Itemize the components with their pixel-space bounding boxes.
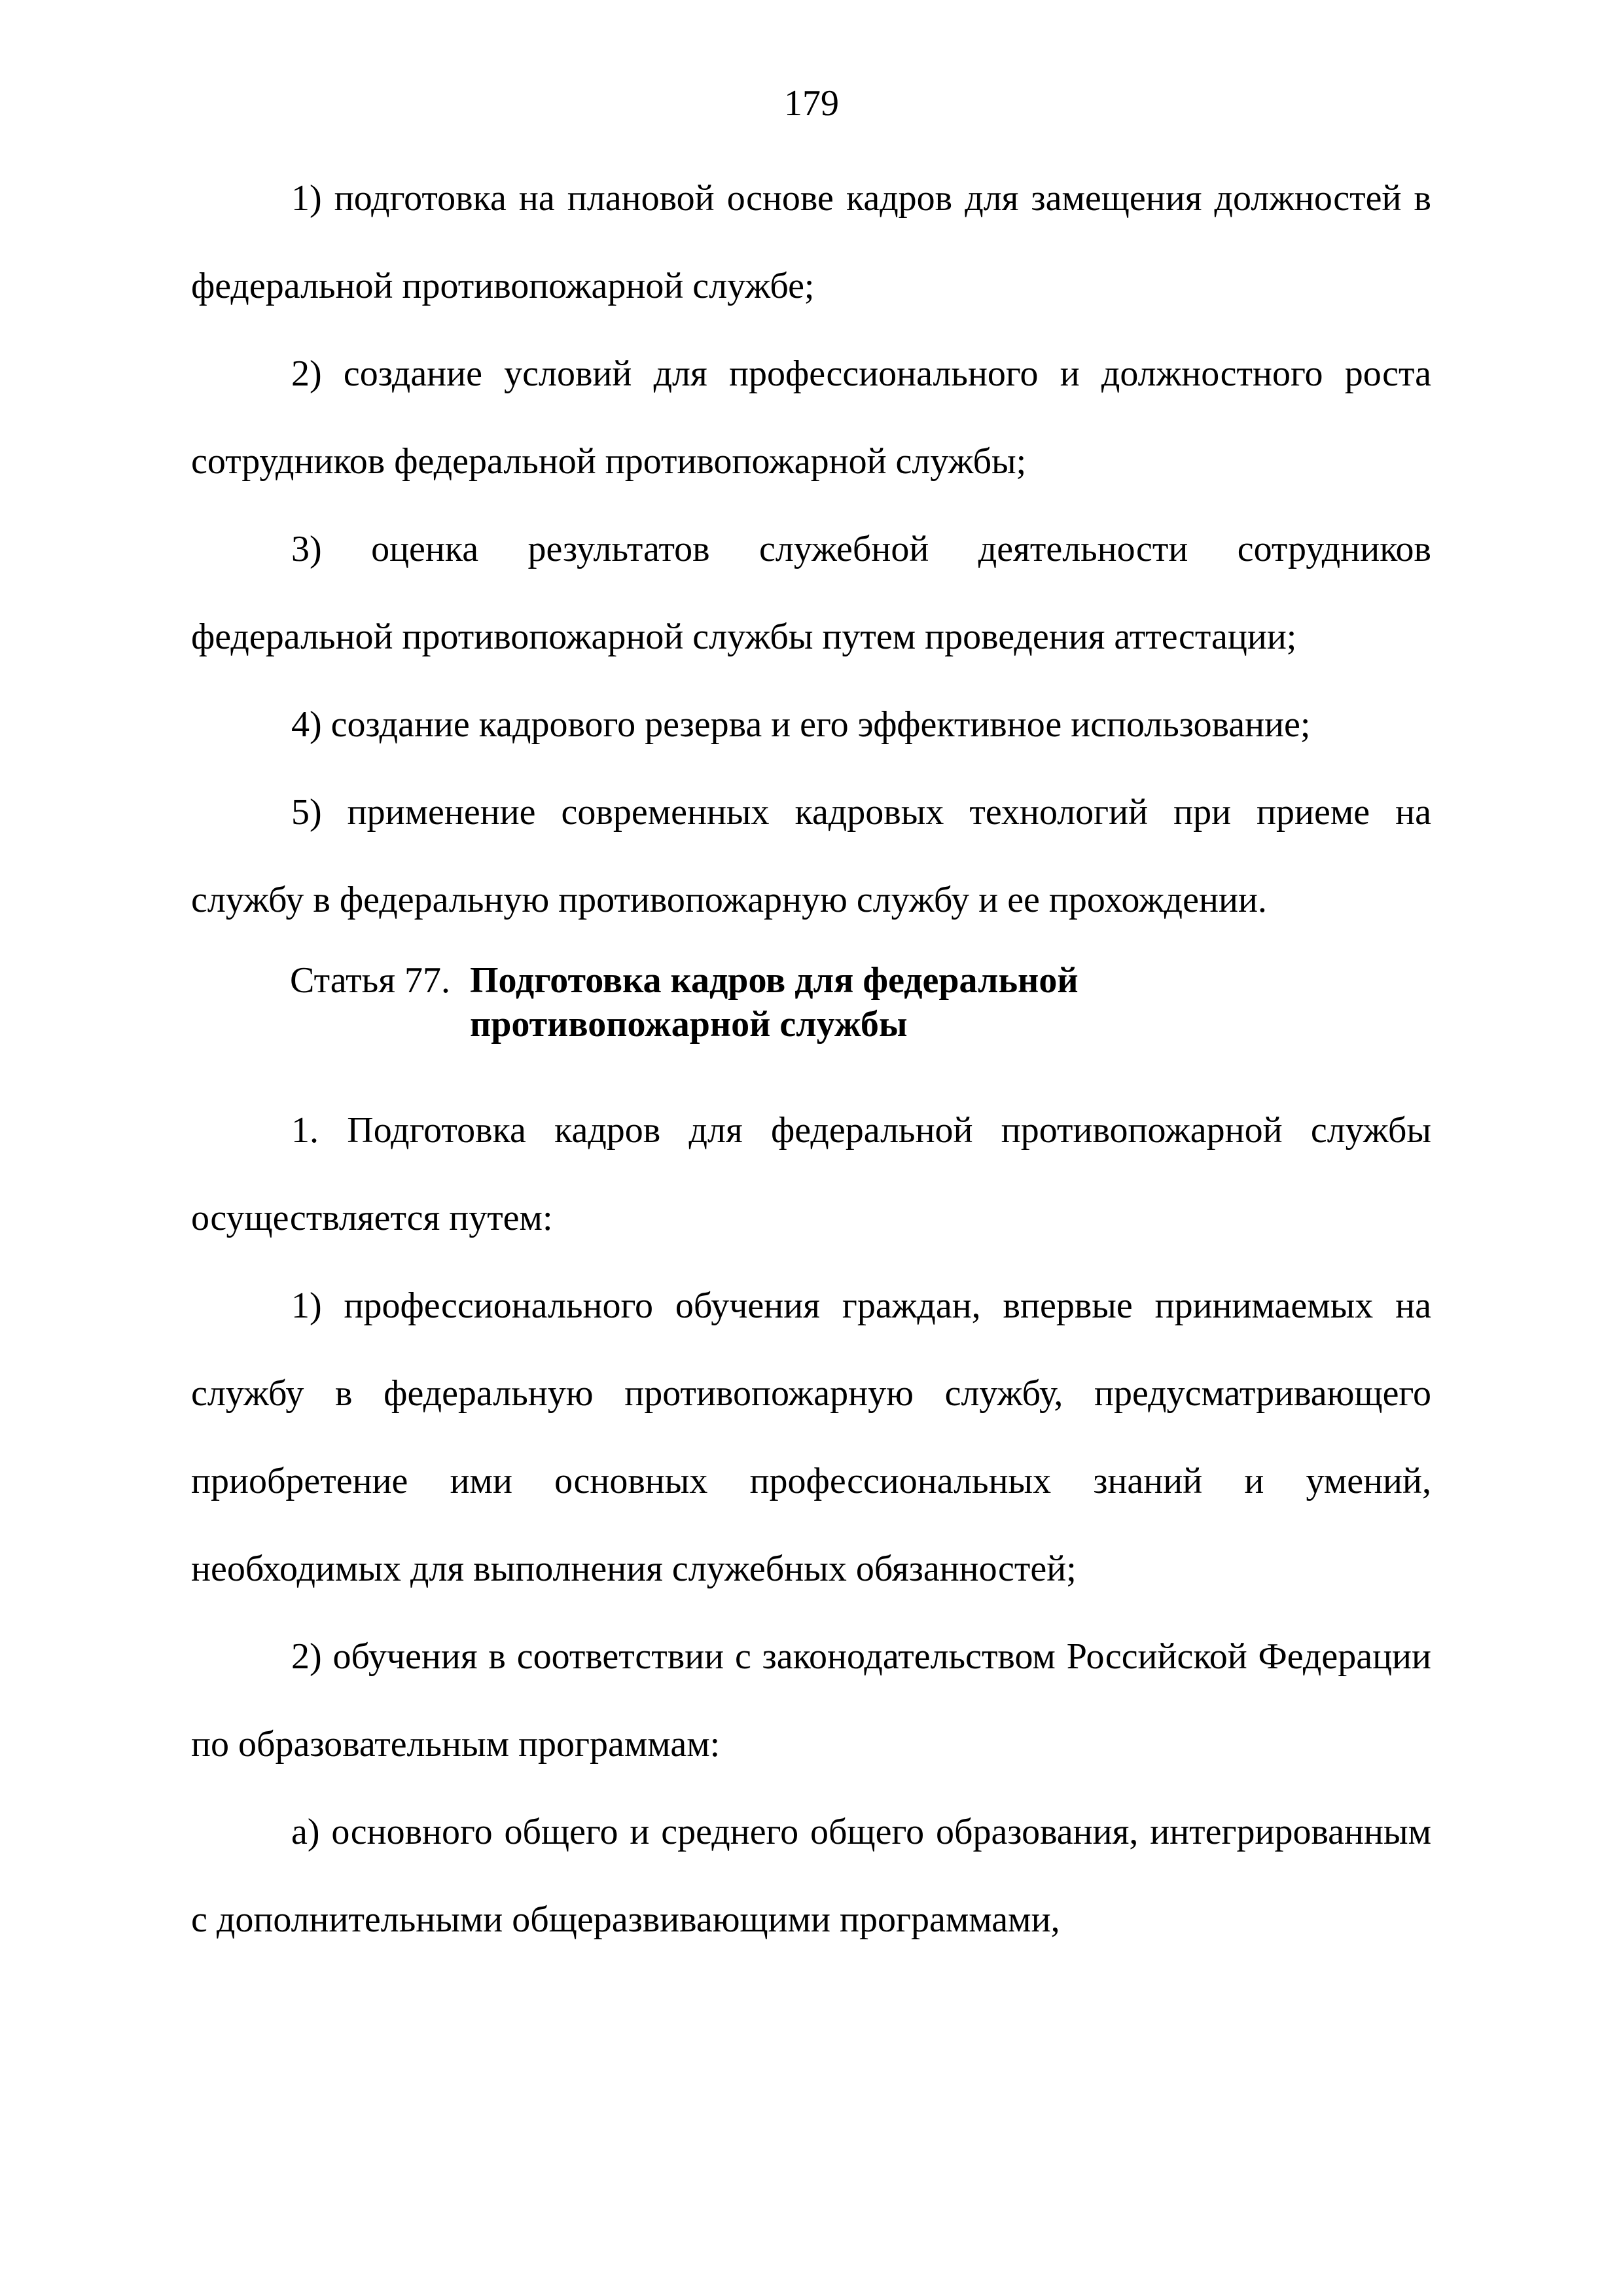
paragraph-item-1: 1) подготовка на плановой основе кадров для замещения должностей в федеральной противопожарной службе; bbox=[191, 178, 1431, 306]
paragraph-item-5: 5) применение современных кадровых технологий при приеме на службу в федеральную противопожарную службу и ее прохождении. bbox=[191, 792, 1431, 920]
article-paragraph-1: 1. Подготовка кадров для федеральной противопожарной службы осуществляется путем: bbox=[191, 1110, 1431, 1238]
article-paragraph-3: 2) обучения в соответствии с законодательством Российской Федерации по образовательным программам: bbox=[191, 1636, 1431, 1765]
article-label: Статья 77. bbox=[290, 960, 450, 1001]
article-title: Подготовка кадров для федеральной противопожарной службы bbox=[469, 960, 1079, 1045]
paragraph-item-2: 2) создание условий для профессионального и должностного роста сотрудников федеральной противопожарной службы; bbox=[191, 353, 1431, 482]
article-paragraph-2: 1) профессионального обучения граждан, впервые принимаемых на службу в федеральную противопожарную службу, предусматривающего приобретение ими основных профессиональных знаний и умений, необходимых для выполнения служебных обязанностей; bbox=[191, 1285, 1431, 1589]
paragraph-item-4: 4) создание кадрового резерва и его эффективное использование; bbox=[291, 704, 1311, 745]
article-paragraph-4: а) основного общего и среднего общего образования, интегрированным с дополнительными общеразвивающими программами, bbox=[191, 1812, 1431, 1940]
paragraph-item-3: 3) оценка результатов служебной деятельности сотрудников федеральной противопожарной службы путем проведения аттестации; bbox=[191, 529, 1431, 657]
article-heading bbox=[290, 959, 1402, 1047]
page-number: 179 bbox=[784, 83, 839, 124]
